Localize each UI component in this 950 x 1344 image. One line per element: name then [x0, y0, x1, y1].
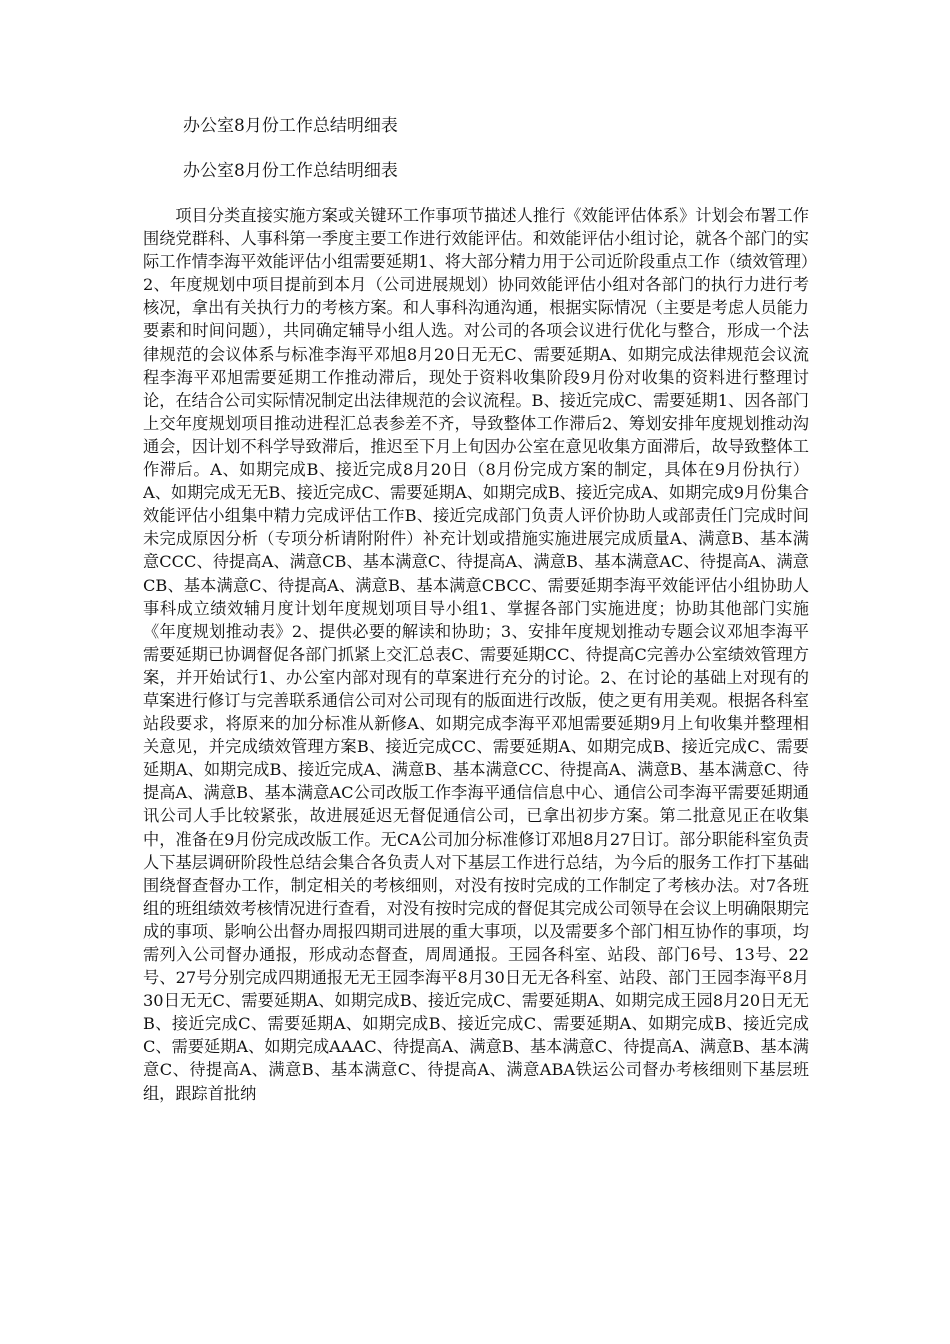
document-subtitle: 办公室8月份工作总结明细表 — [183, 161, 398, 181]
document-title: 办公室8月份工作总结明细表 — [183, 116, 398, 136]
document-body-paragraph: 项目分类直接实施方案或关键环工作事项节描述人推行《效能评估体系》计划会布署工作围绕党群科、人事科第一季度主要工作进行效能评估。和效能评估小组讨论，就各个部门的实际工作情李海平效能评估小组需要延期1、将大部分精力用于公司近阶段重点工作（绩效管理）2、年度规划中项目提前到本月（公司进展规划）协同效能评估小组对各部门的执行力进行考核况，拿出有关执行力的考核方案。和人事科沟通沟通，根据实际情况（主要是考虑人员能力要素和时间问题），共同确定辅导小组人选。对公司的各项会议进行优化与整合，形成一个法律规范的会议体系与标准李海平邓旭8月20日无无C、需要延期A、如期完成法律规范会议流程李海平邓旭需要延期工作推动滞后，现处于资料收集阶段9月份对收集的资料进行整理讨论，在结合公司实际情况制定出法律规范的会议流程。B、接近完成C、需要延期1、因各部门上交年度规划项目推动进程汇总表参差不齐，导致整体工作滞后2、筹划安排年度规划推动沟通会，因计划不科学导致滞后，推迟至下月上旬因办公室在意见收集方面滞后，故导致整体工作滞后。A、如期完成B、接近完成8月20日（8月份完成方案的制定，具体在9月份执行）A、如期完成无无B、接近完成C、需要延期A、如期完成B、接近完成A、如期完成9月份集合效能评估小组集中精力完成评估工作B、接近完成部门负责人评价协助人或部责任门完成时间未完成原因分析（专项分析请附附件）补充计划或措施实施进展完成质量A、满意B、基本满意CCC、待提高A、满意CB、基本满意C、待提高A、满意B、基本满意AC、待提高A、满意CB、基本满意C、待提高A、满意B、基本满意CBCC、需要延期李海平效能评估小组协助人事科成立绩效辅月度计划年度规划项目导小组1、掌握各部门实施进度；协助其他部门实施《年度规划推动表》2、提供必要的解读和协助；3、安排年度规划推动专题会议邓旭李海平需要延期已协调督促各部门抓紧上交汇总表C、需要延期CC、待提高C完善办公室绩效管理方案，并开始试行1、办公室内部对现有的草案进行充分的讨论。2、在讨论的基础上对现有的草案进行修订与完善联系通信公司对公司现有的版面进行改版，使之更有用美观。根据各科室站段要求，将原来的加分标准从新修A、如期完成李海平邓旭需要延期9月上旬收集并整理相关意见，并完成绩效管理方案B、接近完成CC、需要延期A、如期完成B、接近完成C、需要延期A、如期完成B、接近完成A、满意B、基本满意CC、待提高A、满意B、基本满意C、待提高A、满意B、基本满意AC公司改版工作李海平通信信息中心、通信公司李海平需要延期通讯公司人手比较紧张，故进展延迟无督促通信公司，已拿出初步方案。第二批意见正在收集中，准备在9月份完成改版工作。无CA公司加分标准修订邓旭8月27日订。部分职能科室负责人下基层调研阶段性总结会集合各负责人对下基层工作进行总结，为今后的服务工作打下基础围绕督查督办工作，制定相关的考核细则，对没有按时完成的工作制定了考核办法。对7各班组的班组绩效考核情况进行查看，对没有按时完成的督促其完成公司领导在会议上明确限期完成的事项、影响公出督办周报四期司进展的重大事项，以及需要多个部门相互协作的事项，均需列入公司督办通报，形成动态督查，周周通报。王园各科室、站段、部门6号、13号、22号、27号分别完成四期通报无无王园李海平8月30日无无各科室、站段、部门王园李海平8月30日无无C、需要延期A、如期完成B、接近完成C、需要延期A、如期完成王园8月20日无无B、接近完成C、需要延期A、如期完成B、接近完成C、需要延期A、如期完成B、接近完成C、需要延期A、如期完成AAAC、待提高A、满意B、基本满意C、待提高A、满意B、基本满意C、待提高A、满意B、基本满意C、待提高A、满意ABA铁运公司督办考核细则下基层班组，跟踪首批纳 — [143, 206, 809, 1103]
